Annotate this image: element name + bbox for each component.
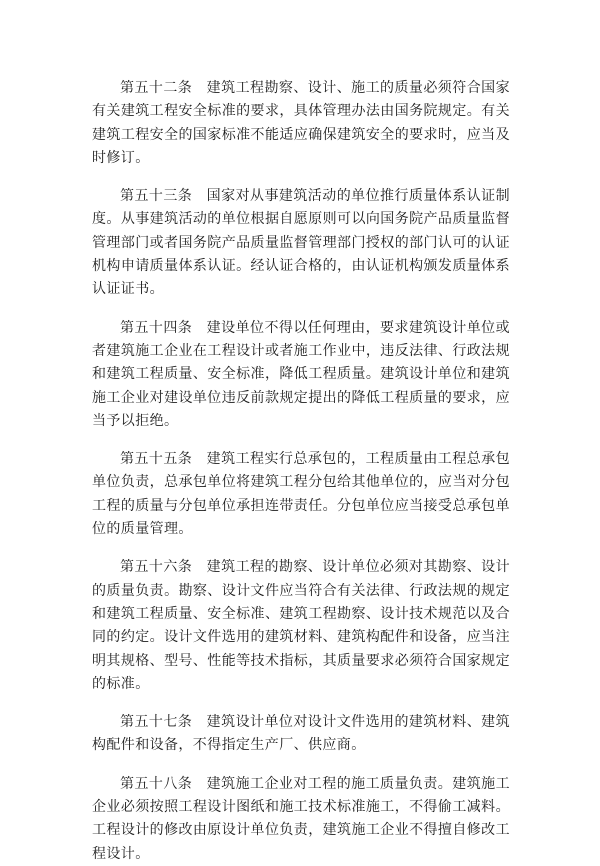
article-56-paragraph: [92, 556, 510, 696]
article-56-body: 建筑工程的勘察、设计单位必须对其勘察、设计的质量负责。勘察、设计文件应当符合有关法律、行政法规的规定和建筑工程质量、安全标准、建筑工程勘察、设计技术规范以及合同的约定。设计文件选用的建筑材料、建筑构配件和设备，应当注明其规格、型号、性能等技术指标，其质量要求必须符合国家规定的标准。: [92, 560, 510, 692]
article-56-number: 第五十六条: [120, 560, 193, 576]
article-58-paragraph: [92, 773, 510, 866]
article-53-paragraph: [92, 185, 510, 301]
article-52-body: 建筑工程勘察、设计、施工的质量必须符合国家有关建筑工程安全标准的要求，具体管理办法由国务院规定。有关建筑工程安全的国家标准不能适应确保建筑安全的要求时，应当及时修订。: [92, 81, 510, 166]
article-54-body: 建设单位不得以任何理由，要求建筑设计单位或者建筑施工企业在工程设计或者施工作业中，违反法律、行政法规和建筑工程质量、安全标准，降低工程质量。建筑设计单位和建筑施工企业对建设单位违反前款规定提出的降低工程质量的要求，应当予以拒绝。: [92, 320, 510, 429]
article-54-number: 第五十四条: [120, 320, 193, 336]
article-58-number: 第五十八条: [120, 776, 193, 792]
article-57-body: 建筑设计单位对设计文件选用的建筑材料、建筑构配件和设备，不得指定生产厂、供应商。: [92, 715, 510, 754]
article-55-paragraph: [92, 448, 510, 541]
article-52-number: 第五十二条: [120, 81, 193, 96]
article-57-number: 第五十七条: [120, 715, 193, 731]
article-54-paragraph: [92, 317, 510, 433]
article-53-number: 第五十三条: [120, 189, 193, 205]
article-58-body: 建筑施工企业对工程的施工质量负责。建筑施工企业必须按照工程设计图纸和施工技术标准施工，不得偷工减料。工程设计的修改由原设计单位负责，建筑施工企业不得擅自修改工程设计。: [92, 776, 510, 862]
article-57-paragraph: [92, 711, 510, 758]
article-55-body: 建筑工程实行总承包的，工程质量由工程总承包单位负责，总承包单位将建筑工程分包给其他单位的，应当对分包工程的质量与分包单位承担连带责任。分包单位应当接受总承包单位的质量管理。: [92, 452, 510, 538]
article-55-number: 第五十五条: [120, 452, 193, 468]
article-53-body: 国家对从事建筑活动的单位推行质量体系认证制度。从事建筑活动的单位根据自愿原则可以向国务院产品质量监督管理部门或者国务院产品质量监督管理部门授权的部门认可的认证机构申请质量体系认证。经认证合格的，由认证机构颁发质量体系认证证书。: [92, 189, 510, 298]
article-52-paragraph: [92, 77, 510, 170]
